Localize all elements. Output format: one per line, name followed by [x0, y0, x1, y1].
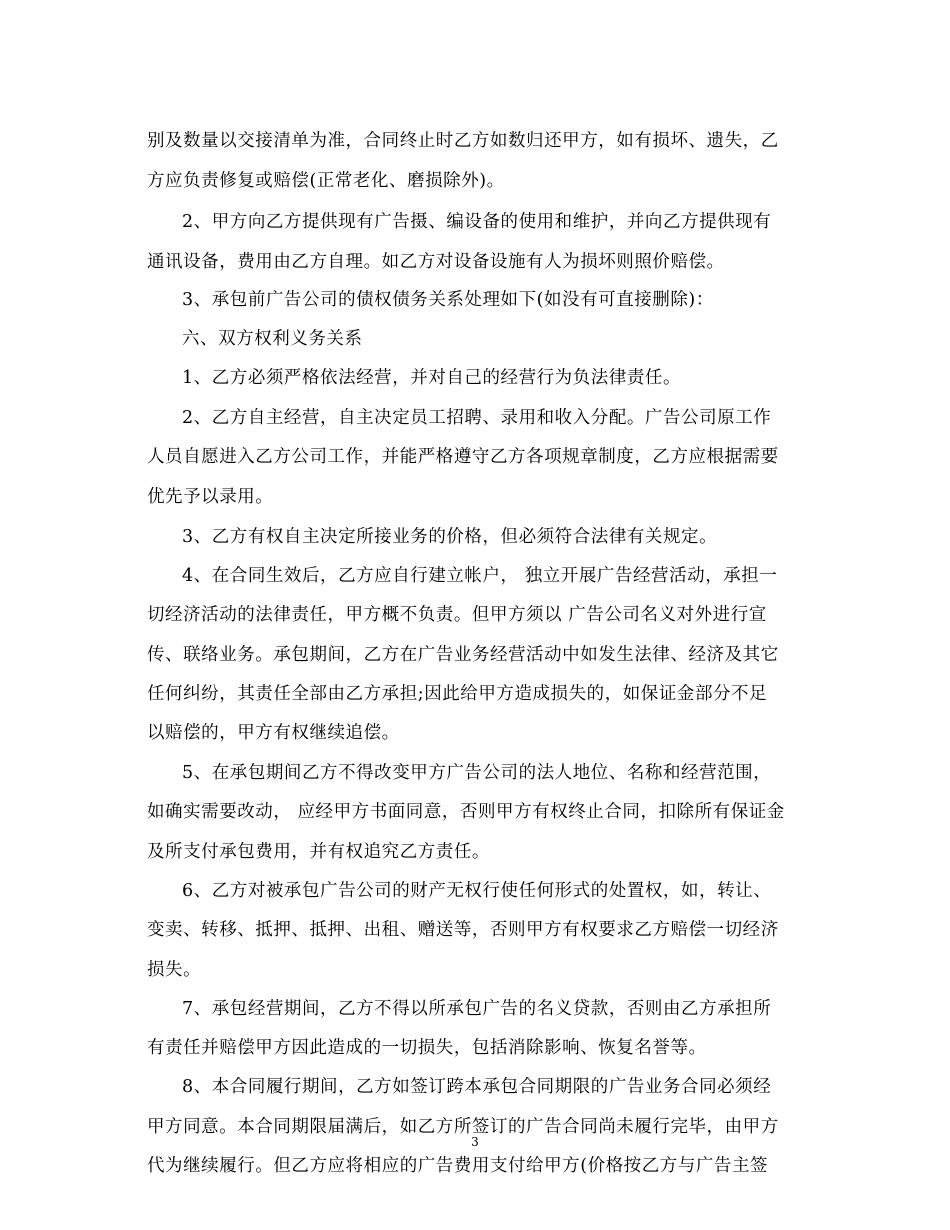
text-line: 以赔偿的，甲方有权继续追偿。	[147, 723, 400, 743]
text-line: 4、在合同生效后，乙方应自行建立帐户， 独立开展广告经营活动，承担一	[182, 566, 778, 586]
text-line: 3、乙方有权自主决定所接业务的价格，但必须符合法律有关规定。	[182, 527, 718, 547]
page-number: 3	[471, 1135, 479, 1149]
text-line: 方应负责修复或赔偿(正常老化、磨损除外)。	[147, 171, 505, 191]
text-line: 3、承包前广告公司的债权债务关系处理如下(如没有可直接删除)：	[182, 290, 714, 310]
section-heading: 六、双方权利义务关系	[182, 329, 363, 349]
text-line: 人员自愿进入乙方公司工作，并能严格遵守乙方各项规章制度，乙方应根据需要	[147, 447, 779, 467]
text-line: 损失。	[147, 960, 202, 980]
text-line: 别及数量以交接清单为准，合同终止时乙方如数归还甲方，如有损坏、遗失，乙	[147, 131, 779, 151]
text-line: 2、甲方向乙方提供现有广告摄、编设备的使用和维护，并向乙方提供现有	[182, 212, 772, 232]
text-line: 6、乙方对被承包广告公司的财产无权行使任何形式的处置权，如，转让、	[182, 881, 772, 901]
text-line: 及所支付承包费用，并有权追究乙方责任。	[147, 842, 490, 862]
text-line: 8、本合同履行期间，乙方如签订跨本承包合同期限的广告业务合同必须经	[182, 1077, 772, 1097]
text-line: 有责任并赔偿甲方因此造成的一切损失，包括消除影响、恢复名誉等。	[147, 1038, 707, 1058]
text-line: 代为继续履行。但乙方应将相应的广告费用支付给甲方(价格按乙方与广告主签	[147, 1156, 769, 1176]
text-line: 变卖、转移、抵押、抵押、出租、赠送等，否则甲方有权要求乙方赔偿一切经济	[147, 920, 779, 940]
text-line: 如确实需要改动， 应经甲方书面同意，否则甲方有权终止合同，扣除所有保证金	[147, 802, 785, 822]
text-line: 2、乙方自主经营，自主决定员工招聘、录用和收入分配。广告公司原工作	[182, 408, 772, 428]
text-line: 任何纠纷，其责任全部由乙方承担;因此给甲方造成损失的，如保证金部分不足	[147, 684, 768, 704]
text-line: 甲方同意。本合同期限届满后，如乙方所签订的广告合同尚未履行完毕，由甲方	[147, 1117, 779, 1137]
text-line: 7、承包经营期间，乙方不得以所承包广告的名义贷款，否则由乙方承担所	[182, 999, 772, 1019]
text-line: 切经济活动的法律责任，甲方概不负责。但甲方须以 广告公司名义对外进行宣	[147, 605, 767, 625]
text-line: 传、联络业务。承包期间，乙方在广告业务经营活动中如发生法律、经济及其它	[147, 645, 779, 665]
text-line: 优先予以录用。	[147, 487, 274, 507]
text-line: 5、在承包期间乙方不得改变甲方广告公司的法人地位、名称和经营范围，	[182, 763, 772, 783]
text-line: 1、乙方必须严格依法经营，并对自己的经营行为负法律责任。	[182, 368, 682, 388]
text-line: 通讯设备，费用由乙方自理。如乙方对设备设施有人为损坏则照价赔偿。	[147, 252, 725, 272]
